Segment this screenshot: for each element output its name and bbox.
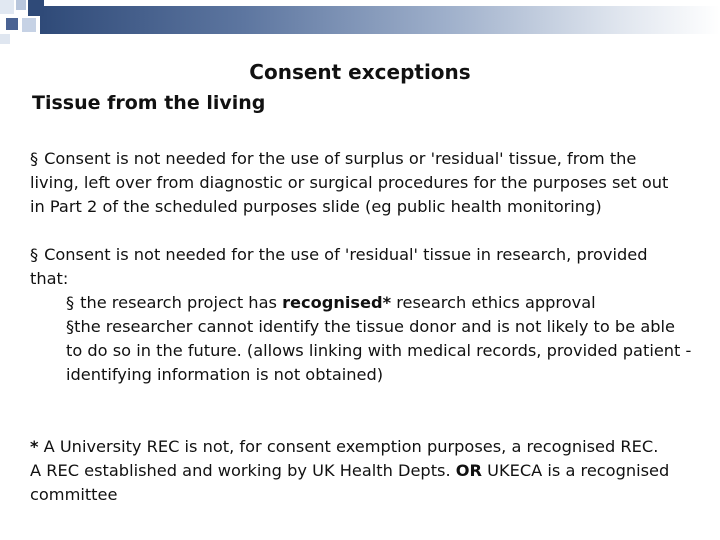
slide-title bbox=[0, 60, 720, 84]
bullet-point-surplus-tissue bbox=[30, 147, 680, 219]
decorative-square bbox=[0, 34, 10, 44]
slide-title-text: Consent exceptions bbox=[249, 60, 471, 84]
bullet-icon: § bbox=[66, 293, 75, 312]
bullet-icon: § bbox=[30, 245, 39, 264]
decorative-square bbox=[6, 18, 18, 30]
bullet-icon: § bbox=[30, 149, 39, 168]
footnote-bold-or: OR bbox=[455, 461, 483, 480]
bullet-point-residual-research bbox=[30, 243, 680, 291]
bullet-text: Consent is not needed for the use of 'residual' tissue in research, provided that: bbox=[30, 245, 648, 288]
header-gradient-band bbox=[40, 6, 720, 34]
sub-bullet-text: the researcher cannot identify the tissue donor and is not likely to be able to do so in the future. (allows linking with medical records, provided patient -identifying information is not obtained) bbox=[66, 317, 692, 384]
sub-bullet-text-after: research ethics approval bbox=[391, 293, 596, 312]
sub-bullet-bold-term: recognised* bbox=[282, 293, 392, 312]
slide-subtitle: Tissue from the living bbox=[32, 92, 266, 114]
bullet-text: Consent is not needed for the use of surplus or 'residual' tissue, from the living, left over from diagnostic or surgical procedures for the purposes set out in Part 2 of the scheduled purposes slide (eg public health monitoring) bbox=[30, 149, 669, 216]
footnote-line2-before: A REC established and working by UK Health Depts. bbox=[30, 461, 456, 480]
sub-bullet-donor-identity bbox=[66, 315, 696, 387]
sub-bullet-text-before: the research project has bbox=[80, 293, 283, 312]
decorative-square bbox=[16, 0, 26, 10]
decorative-square bbox=[22, 18, 36, 32]
decorative-square bbox=[0, 0, 14, 14]
footnote-line2-after: UKECA is a recognised committee bbox=[30, 461, 670, 504]
decorative-square bbox=[28, 0, 44, 16]
footnote-line1: A University REC is not, for consent exemption purposes, a recognised REC. bbox=[38, 437, 659, 456]
footnote-star: * bbox=[30, 437, 39, 456]
bullet-icon: § bbox=[66, 317, 75, 336]
footnote bbox=[30, 435, 680, 507]
sub-bullet-ethics-approval bbox=[66, 291, 696, 315]
